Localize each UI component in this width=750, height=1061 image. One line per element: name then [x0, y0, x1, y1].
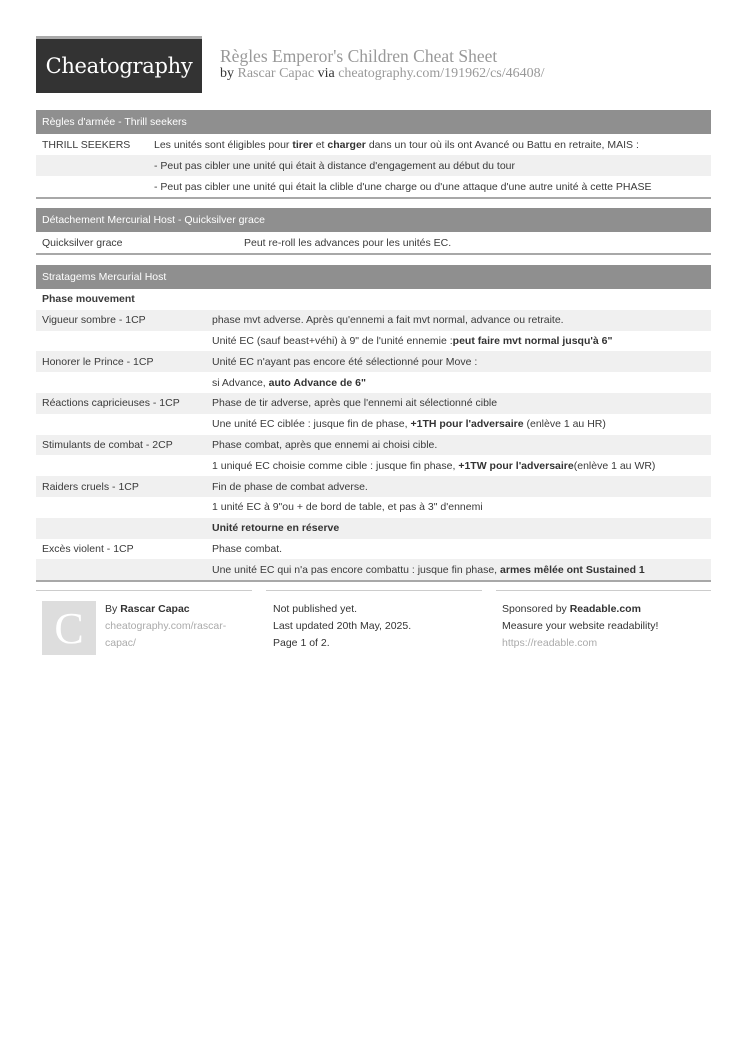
row-description	[212, 481, 368, 493]
table-row	[36, 289, 711, 310]
row-label: Vigueur sombre - 1CP	[42, 314, 146, 327]
avatar[interactable]	[42, 601, 96, 655]
row-description	[212, 460, 655, 472]
avatar-letter: C	[54, 603, 84, 653]
description-text: et	[312, 138, 328, 151]
row-label: Phase mouvement	[42, 293, 135, 306]
row-description	[212, 335, 612, 347]
byline	[220, 66, 545, 82]
emphasis-text: +1TW pour l'adversaire	[458, 459, 574, 472]
description-text: Une unité EC ciblée : jusque fin de phase,	[212, 418, 411, 431]
footer-publish-info	[266, 590, 482, 661]
row-description	[212, 397, 497, 409]
description-text: Unité EC n'ayant pas encore été sélectionné pour Move :	[212, 355, 478, 368]
footer	[36, 590, 711, 660]
footer-author-url-1[interactable]: cheatography.com/rascar-	[105, 620, 227, 632]
emphasis-text: armes mêlée ont Sustained 1	[500, 563, 645, 576]
description-text: Les unités sont éligibles pour	[154, 138, 293, 151]
table-row	[36, 372, 711, 393]
row-description	[154, 139, 639, 151]
description-text: Phase de tir adverse, après que l'ennemi ait sélectionné cible	[212, 397, 498, 410]
emphasis-text: charger	[327, 138, 366, 151]
table-row	[36, 497, 711, 518]
last-updated: Last updated 20th May, 2025.	[273, 620, 412, 632]
description-text: (enlève 1 au HR)	[523, 418, 606, 431]
footer-author-line	[105, 603, 190, 615]
description-text: Une unité EC qui n'a pas encore combattu : jusque fin phase,	[212, 563, 501, 576]
section-title: Règles d'armée - Thrill seekers	[36, 110, 711, 134]
footer-by-label: By	[105, 603, 118, 615]
row-description	[212, 356, 477, 368]
emphasis-text: +1TH pour l'adversaire	[410, 418, 524, 431]
row-label: Réactions capricieuses - 1CP	[42, 397, 180, 410]
table-row	[36, 476, 711, 497]
emphasis-text: peut faire mvt normal jusqu'à 6"	[452, 334, 613, 347]
description-text: 1 unité EC à 9"ou + de bord de table, et pas à 3" d'ennemi	[212, 501, 483, 514]
row-label: Honorer le Prince - 1CP	[42, 355, 154, 368]
footer-author	[36, 590, 252, 661]
row-description	[212, 501, 483, 513]
description-text: Phase combat.	[212, 542, 283, 555]
table-row	[36, 414, 711, 435]
emphasis-text: tirer	[292, 138, 313, 151]
sponsor-name[interactable]: Readable.com	[569, 603, 641, 615]
footer-sponsor	[496, 590, 711, 661]
sponsor-label: Sponsored by	[502, 603, 567, 615]
author-link[interactable]: Rascar Capac	[237, 66, 315, 81]
section-3	[36, 265, 711, 582]
row-label: Raiders cruels - 1CP	[42, 480, 139, 493]
row-description	[244, 237, 451, 249]
via-label: via	[317, 66, 335, 81]
table-row	[36, 435, 711, 456]
emphasis-text: Unité retourne en réserve	[212, 522, 340, 535]
footer-author-url-2[interactable]: capac/	[105, 637, 136, 649]
row-description	[154, 181, 652, 193]
row-label: Excès violent - 1CP	[42, 542, 134, 555]
row-description	[154, 160, 515, 172]
by-label: by	[220, 66, 234, 81]
description-text: - Peut pas cibler une unité qui était à distance d'engagement au début du tour	[154, 159, 516, 172]
cheatography-logo[interactable]	[36, 36, 202, 93]
row-description	[212, 439, 437, 451]
emphasis-text: auto Advance de 6"	[268, 376, 366, 389]
table-row	[36, 351, 711, 372]
description-text: - Peut pas cibler une unité qui était la clible d'une charge ou d'une attaque d'une autre unité à cette PHASE	[154, 180, 652, 193]
sheet-url-link[interactable]: cheatography.com/191962/cs/46408/	[338, 66, 545, 81]
table-row	[36, 310, 711, 331]
description-text: phase mvt adverse. Après qu'ennemi a fait mvt normal, advance ou retraite.	[212, 314, 564, 327]
section-2	[36, 208, 711, 255]
section-title: Stratagems Mercurial Host	[36, 265, 711, 289]
footer-author-name[interactable]: Rascar Capac	[120, 603, 190, 615]
sponsor-tagline: Measure your website readability!	[502, 620, 659, 632]
row-description	[212, 522, 339, 534]
section-divider	[36, 580, 711, 582]
row-description	[212, 564, 645, 576]
table-row	[36, 232, 711, 253]
table-row	[36, 518, 711, 539]
description-text: Phase combat, après que ennemi ai choisi cible.	[212, 438, 438, 451]
sponsor-line	[502, 603, 641, 615]
description-text: Fin de phase de combat adverse.	[212, 480, 368, 493]
section-divider	[36, 197, 711, 199]
description-text: Unité EC (sauf beast+véhi) à 9" de l'unité ennemie :	[212, 334, 453, 347]
row-description	[212, 314, 564, 326]
table-row	[36, 455, 711, 476]
sponsor-url-link[interactable]: https://readable.com	[502, 637, 598, 649]
description-text: (enlève 1 au WR)	[573, 459, 656, 472]
page-title: Règles Emperor's Children Cheat Sheet	[220, 46, 498, 66]
table-row	[36, 331, 711, 352]
row-label: Stimulants de combat - 2CP	[42, 438, 173, 451]
description-text: dans un tour où ils ont Avancé ou Battu en retraite, MAIS :	[365, 138, 639, 151]
table-row	[36, 155, 711, 176]
row-description	[212, 418, 606, 430]
section-title: Détachement Mercurial Host - Quicksilver grace	[36, 208, 711, 232]
description-text: si Advance,	[212, 376, 269, 389]
page-number: Page 1 of 2.	[273, 637, 330, 649]
description-text: 1 uniqué EC choisie comme cible : jusque fin phase,	[212, 459, 459, 472]
table-row	[36, 134, 711, 155]
table-row	[36, 393, 711, 414]
description-text: Peut re-roll les advances pour les unités EC.	[244, 236, 452, 249]
row-label: Quicksilver grace	[42, 236, 123, 249]
row-label: THRILL SEEKERS	[42, 138, 131, 151]
section-divider	[36, 253, 711, 255]
table-row	[36, 559, 711, 580]
logo-text: Cheatography	[45, 54, 193, 78]
row-description	[212, 377, 366, 389]
table-row	[36, 539, 711, 560]
row-description	[212, 543, 282, 555]
publish-status: Not published yet.	[273, 603, 358, 615]
section-1	[36, 110, 711, 199]
table-row	[36, 176, 711, 197]
